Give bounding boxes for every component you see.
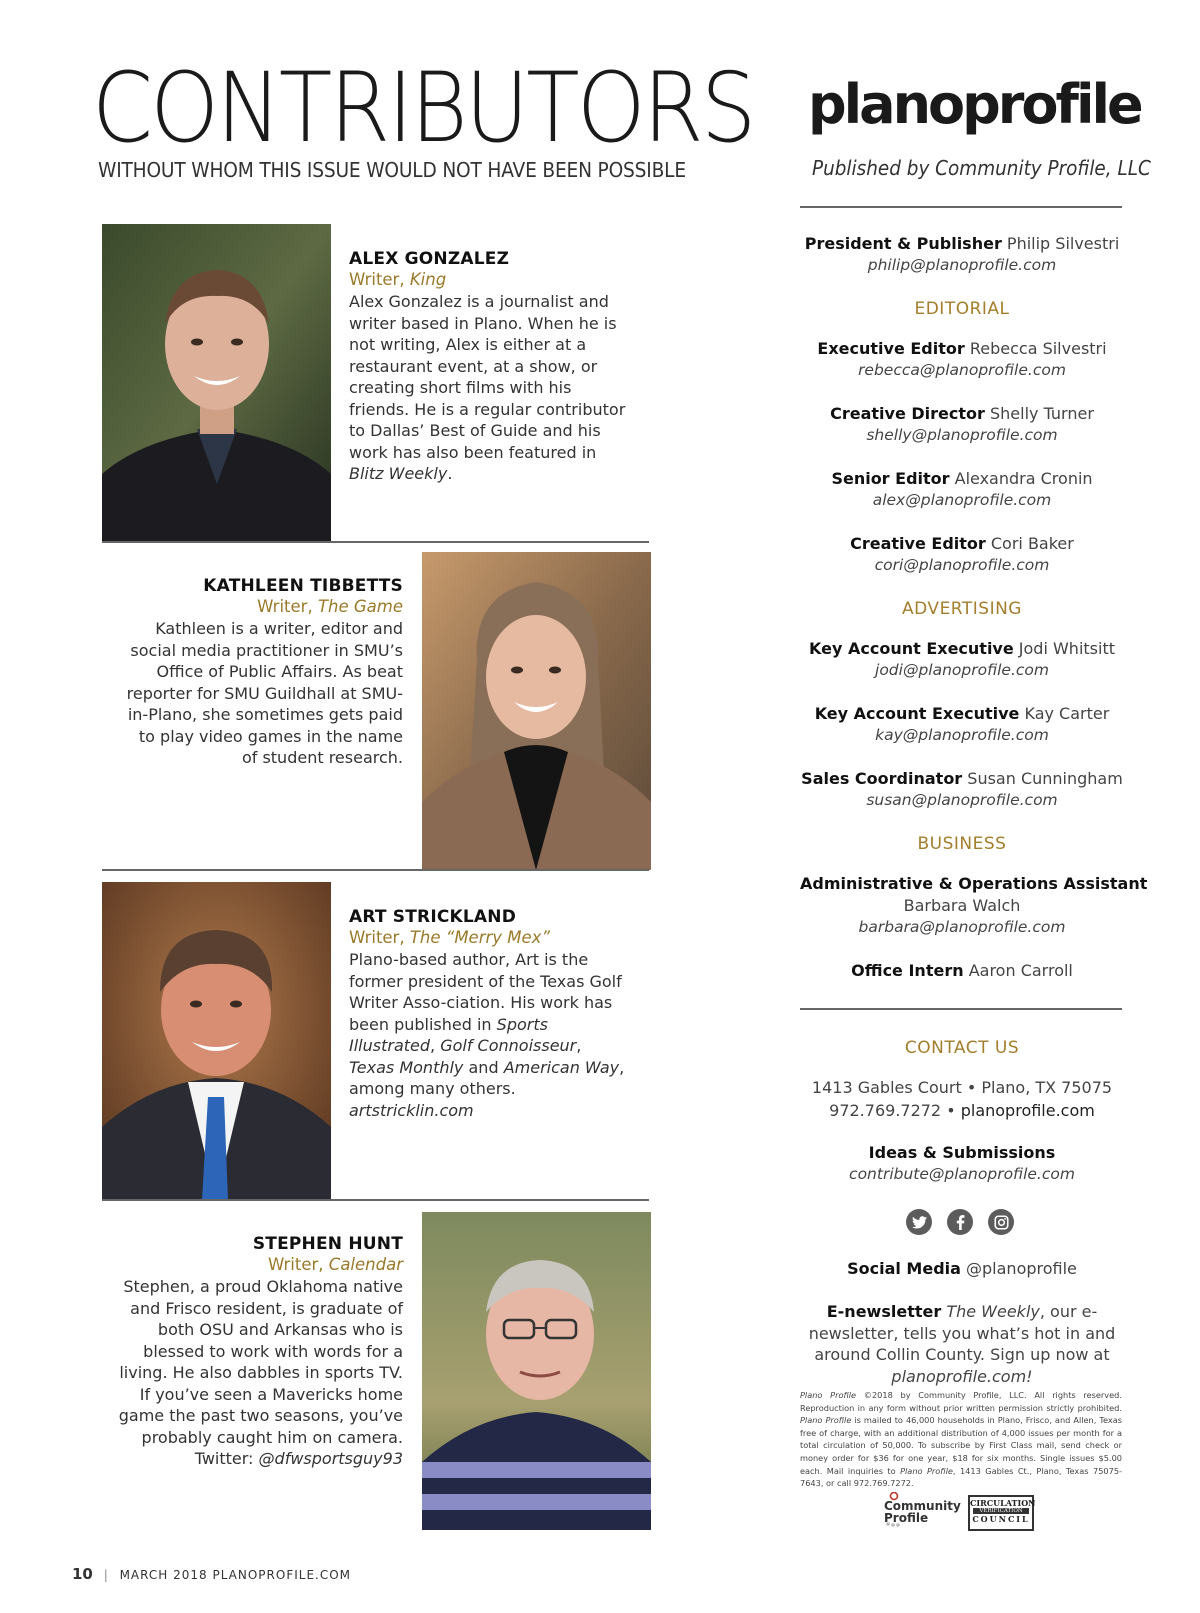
story-title: The “Merry Mex”	[409, 928, 550, 947]
email-link[interactable]: kay@planoprofile.com	[875, 726, 1049, 744]
contributor-name: ART STRICKLAND	[349, 907, 517, 927]
section-heading-contact: CONTACT US	[904, 1038, 1020, 1058]
contributor-photo-art-strickland	[102, 882, 331, 1200]
divider	[102, 1199, 649, 1201]
section-heading-advertising: ADVERTISING	[902, 599, 1022, 619]
contributor-role: Writer, Calendar	[267, 1255, 403, 1274]
contributor-photo-stephen-hunt	[422, 1212, 651, 1530]
masthead-entry: Key Account Executive Kay Carter kay@planoprofile.com	[800, 704, 1124, 744]
divider	[102, 869, 649, 871]
address: 1413 Gables Court • Plano, TX 75075	[811, 1078, 1113, 1097]
contributor-bio: Stephen, a proud Oklahoma native and Frisco resident, is graduate of both OSU and Arkansas who is blessed to work with words for a living. He also dabbles in sports TV. If you’ve seen a Mavericks home game the past two seasons, you’ve probably caught him on camera. Twitter: @dfwsportsguy93	[118, 1277, 403, 1468]
contributor-role: Writer, King	[349, 270, 447, 289]
divider	[102, 541, 649, 543]
circulation-verification-council-logo: CIRCULATION VERIFICATION COUNCIL	[968, 1495, 1034, 1531]
masthead-top-rule	[800, 206, 1122, 208]
instagram-icon[interactable]	[988, 1209, 1014, 1235]
story-title: Calendar	[328, 1255, 403, 1274]
fine-print: Plano Profile ©2018 by Community Profile, LLC. All rights reserved. Reproduction in any form without prior written permission strictly prohibited. Plano Profile is mailed to 46,000 households in Plano, Frisco, and Allen, Texas free of charge, with an additional distribution of 4,000 issues per month for a total circulation of 50,000. To subscribe by First Class mail, send check or money order for $36 for one year, $18 for six months. Single issues $5.00 each. Mail inquiries to Plano Profile, 1413 Gables Ct., Plano, Texas 75075-7643, or call 972.769.7272.	[800, 1390, 1122, 1489]
email-link[interactable]: shelly@planoprofile.com	[866, 426, 1058, 444]
social-icons	[906, 1209, 1014, 1235]
planoprofile-logo: planoprofile	[808, 73, 1141, 136]
masthead-entry: Executive Editor Rebecca Silvestri rebecca@planoprofile.com	[800, 339, 1124, 379]
ideas-submissions: Ideas & Submissions contribute@planoprofile.com	[800, 1143, 1124, 1183]
contributor-photo-alex-gonzalez	[102, 224, 331, 542]
masthead-entry: Senior Editor Alexandra Cronin alex@planoprofile.com	[800, 469, 1124, 509]
masthead-mid-rule	[800, 1008, 1122, 1010]
social-handle-link[interactable]: @planoprofile	[960, 1259, 1077, 1278]
masthead-entry: Sales Coordinator Susan Cunningham susan@planoprofile.com	[801, 769, 1123, 809]
contributor-name: STEPHEN HUNT	[252, 1234, 403, 1254]
page-subtitle: WITHOUT WHOM THIS ISSUE WOULD NOT HAVE BEEN POSSIBLE	[98, 158, 686, 182]
page-title: CONTRIBUTORS	[92, 52, 754, 164]
email-link[interactable]: contribute@planoprofile.com	[849, 1165, 1075, 1183]
contributor-name: KATHLEEN TIBBETTS	[203, 576, 403, 596]
masthead-entry: Creative Editor Cori Baker cori@planoprofile.com	[800, 534, 1124, 574]
masthead-publisher: President & Publisher Philip Silvestri philip@planoprofile.com	[800, 234, 1124, 274]
contributor-name: ALEX GONZALEZ	[349, 249, 510, 269]
email-link[interactable]: susan@planoprofile.com	[866, 791, 1058, 809]
twitter-icon[interactable]	[906, 1209, 932, 1235]
masthead-entry: Key Account Executive Jodi Whitsitt jodi@planoprofile.com	[800, 639, 1124, 679]
story-title: The Game	[317, 597, 403, 616]
community-profile-logo: Community Profile	[884, 1492, 954, 1534]
contributor-role: Writer, The Game	[257, 597, 403, 616]
social-media-line: Social Media @planoprofile	[847, 1259, 1077, 1278]
section-heading-business: BUSINESS	[917, 834, 1007, 854]
contributor-photo-kathleen-tibbetts	[422, 552, 651, 870]
facebook-icon[interactable]	[947, 1209, 973, 1235]
page-number: 10	[72, 1565, 93, 1583]
publisher-line: Published by Community Profile, LLC	[812, 156, 1151, 180]
twitter-handle-link[interactable]: @dfwsportsguy93	[258, 1449, 403, 1468]
contributor-role: Writer, The “Merry Mex”	[349, 928, 550, 947]
contributor-bio: Alex Gonzalez is a journalist and writer based in Plano. When he is not writing, Alex is either at a restaurant event, at a show, or creating short films with his friends. He is a regular contributor to Dallas’ Best of Guide and his work has also been featured in Blitz Weekly.	[349, 292, 626, 483]
enewsletter-blurb: E-newsletter The Weekly, our e-newsletter, tells you what’s hot in and around Collin County. Sign up now at planoprofile.com!	[808, 1302, 1116, 1386]
email-link[interactable]: jodi@planoprofile.com	[875, 661, 1049, 679]
signup-link[interactable]: planoprofile.com!	[891, 1366, 1033, 1386]
masthead-entry: Creative Director Shelly Turner shelly@planoprofile.com	[800, 404, 1124, 444]
masthead-entry: Administrative & Operations Assistant Barbara Walch barbara@planoprofile.com	[800, 874, 1148, 936]
story-title: King	[409, 270, 447, 289]
email-link[interactable]: barbara@planoprofile.com	[858, 918, 1066, 936]
contributor-bio: Plano-based author, Art is the former president of the Texas Golf Writer Asso-ciation. His work has been published in Sports Illustrated, Golf Connoisseur, Texas Monthly and American Way, among many others. artstricklin.com	[349, 950, 625, 1120]
masthead-entry: Office Intern Aaron Carroll	[851, 961, 1073, 980]
email-link[interactable]: cori@planoprofile.com	[874, 556, 1050, 574]
email-link[interactable]: rebecca@planoprofile.com	[858, 361, 1066, 379]
contributor-bio: Kathleen is a writer, editor and social media practitioner in SMU’s Office of Public Affairs. As beat reporter for SMU Guildhall at SMU-in-Plano, she sometimes gets paid to play video games in the name of student research.	[126, 619, 403, 767]
contributor-website-link[interactable]: artstricklin.com	[349, 1100, 474, 1120]
section-heading-editorial: EDITORIAL	[914, 299, 1010, 319]
email-link[interactable]: alex@planoprofile.com	[872, 491, 1052, 509]
website-link[interactable]: planoprofile.com	[960, 1101, 1095, 1120]
email-link[interactable]: philip@planoprofile.com	[867, 256, 1057, 274]
phone-and-site: 972.769.7272 • planoprofile.com	[829, 1101, 1095, 1120]
page-footer: 10 | MARCH 2018 PLANOPROFILE.COM	[72, 1565, 352, 1583]
